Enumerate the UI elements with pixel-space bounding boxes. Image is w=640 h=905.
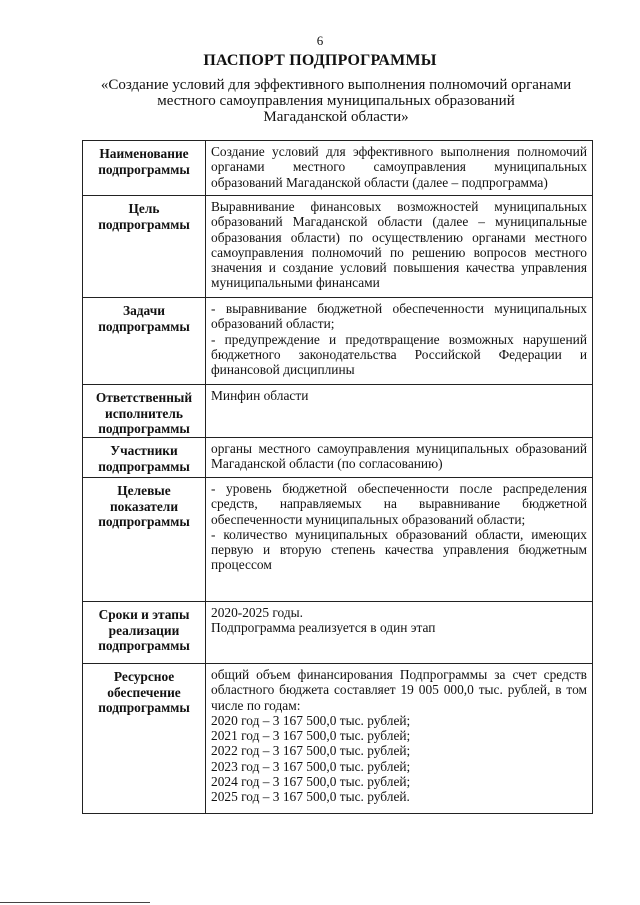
table-row	[83, 478, 593, 602]
label-line: Целевые	[117, 483, 171, 498]
label-line: Задачи	[123, 303, 165, 318]
table-row	[83, 602, 593, 664]
table-row	[83, 196, 593, 298]
value-text: - количество муниципальных образований области, имеющих первую и вторую степень качества управления бюджетным процессом	[211, 526, 587, 573]
value-text: Создание условий для эффективного выполнения полномочий органами местного самоуправления муниципальных образований Магаданской области (далее – подпрограмма)	[211, 144, 587, 190]
label-line: обеспечение	[107, 684, 181, 700]
label-line: исполнитель	[105, 405, 183, 421]
value-text: 2021 год – 3 167 500,0 тыс. рублей;	[211, 728, 411, 744]
row-value	[206, 385, 593, 438]
value-text: 2024 год – 3 167 500,0 тыс. рублей;	[211, 774, 411, 790]
row-label	[83, 478, 206, 602]
row-label	[83, 664, 206, 814]
row-label	[83, 141, 206, 196]
label-line: подпрограммы	[98, 318, 190, 334]
label-line: Ответственный	[95, 390, 193, 405]
table-row	[83, 298, 593, 385]
table-row	[83, 664, 593, 814]
row-label	[83, 602, 206, 664]
table-row	[83, 385, 593, 438]
label-line: Наименование	[99, 146, 189, 161]
label-line: показатели	[109, 498, 179, 514]
value-text: 2020 год – 3 167 500,0 тыс. рублей;	[211, 712, 411, 728]
label-line: Ресурсное	[113, 669, 175, 684]
value-text: - предупреждение и предотвращение возможных нарушений бюджетного законодательства Российской Федерации и финансовой дисциплины	[211, 331, 587, 378]
value-text: 2020-2025 годы.	[211, 605, 303, 620]
value-text: 2025 год – 3 167 500,0 тыс. рублей.	[211, 789, 410, 805]
label-line: подпрограммы	[98, 514, 190, 529]
value-text: 2022 год – 3 167 500,0 тыс. рублей;	[211, 743, 411, 759]
value-text: Подпрограмма реализуется в один этап	[211, 620, 436, 636]
row-value	[206, 478, 593, 602]
label-line: подпрограммы	[98, 458, 190, 474]
label-line: подпрограммы	[98, 161, 190, 177]
value-text: общий объем финансирования Подпрограммы за счет средств областного бюджета составляет 19 005 000,0 тыс. рублей, в том числе по годам:	[211, 667, 587, 713]
label-line: подпрограммы	[98, 700, 190, 715]
subtitle-line: Магаданской области»	[263, 109, 409, 125]
row-label	[83, 196, 206, 298]
value-text: - уровень бюджетной обеспеченности после распределения средств, направляемых на выравнивание бюджетной обеспеченности муниципальных образований области;	[211, 481, 587, 527]
row-value	[206, 602, 593, 664]
label-line: подпрограммы	[98, 421, 190, 436]
value-text: Выравнивание финансовых возможностей муниципальных образований Магаданской области (далее – муниципальные образования области) по осуществлению органами местного самоуправления полномочий по решению вопросов местного значения и создание условий повышения качества управления муниципальными финансами	[211, 199, 587, 291]
row-label	[83, 438, 206, 478]
label-line: подпрограммы	[98, 638, 190, 653]
subtitle-line: местного самоуправления муниципальных образований	[157, 93, 515, 109]
row-value	[206, 196, 593, 298]
value-text: - выравнивание бюджетной обеспеченности муниципальных образований области;	[211, 301, 587, 332]
table-row	[83, 141, 593, 196]
label-line: Сроки и этапы	[98, 607, 190, 622]
subtitle-line: «Создание условий для эффективного выполнения полномочий органами	[100, 77, 572, 93]
table-row	[83, 438, 593, 478]
passport-table	[82, 140, 593, 814]
label-line: Участники	[110, 443, 178, 458]
page-number: 6	[316, 33, 324, 48]
value-text: 2023 год – 3 167 500,0 тыс. рублей;	[211, 758, 411, 774]
label-line: Цель	[128, 201, 160, 216]
row-label	[83, 298, 206, 385]
value-text: Минфин области	[211, 388, 309, 403]
label-line: подпрограммы	[98, 216, 190, 232]
label-line: реализации	[108, 622, 180, 638]
value-text: органы местного самоуправления муниципальных образований Магаданской области (по согласованию)	[211, 441, 587, 472]
row-value	[206, 664, 593, 814]
document-title: ПАСПОРТ ПОДПРОГРАММЫ	[203, 52, 437, 69]
page-edge-line	[0, 902, 150, 903]
row-label	[83, 385, 206, 438]
row-value	[206, 141, 593, 196]
document-subtitle	[80, 77, 592, 125]
row-value	[206, 298, 593, 385]
row-value	[206, 438, 593, 478]
